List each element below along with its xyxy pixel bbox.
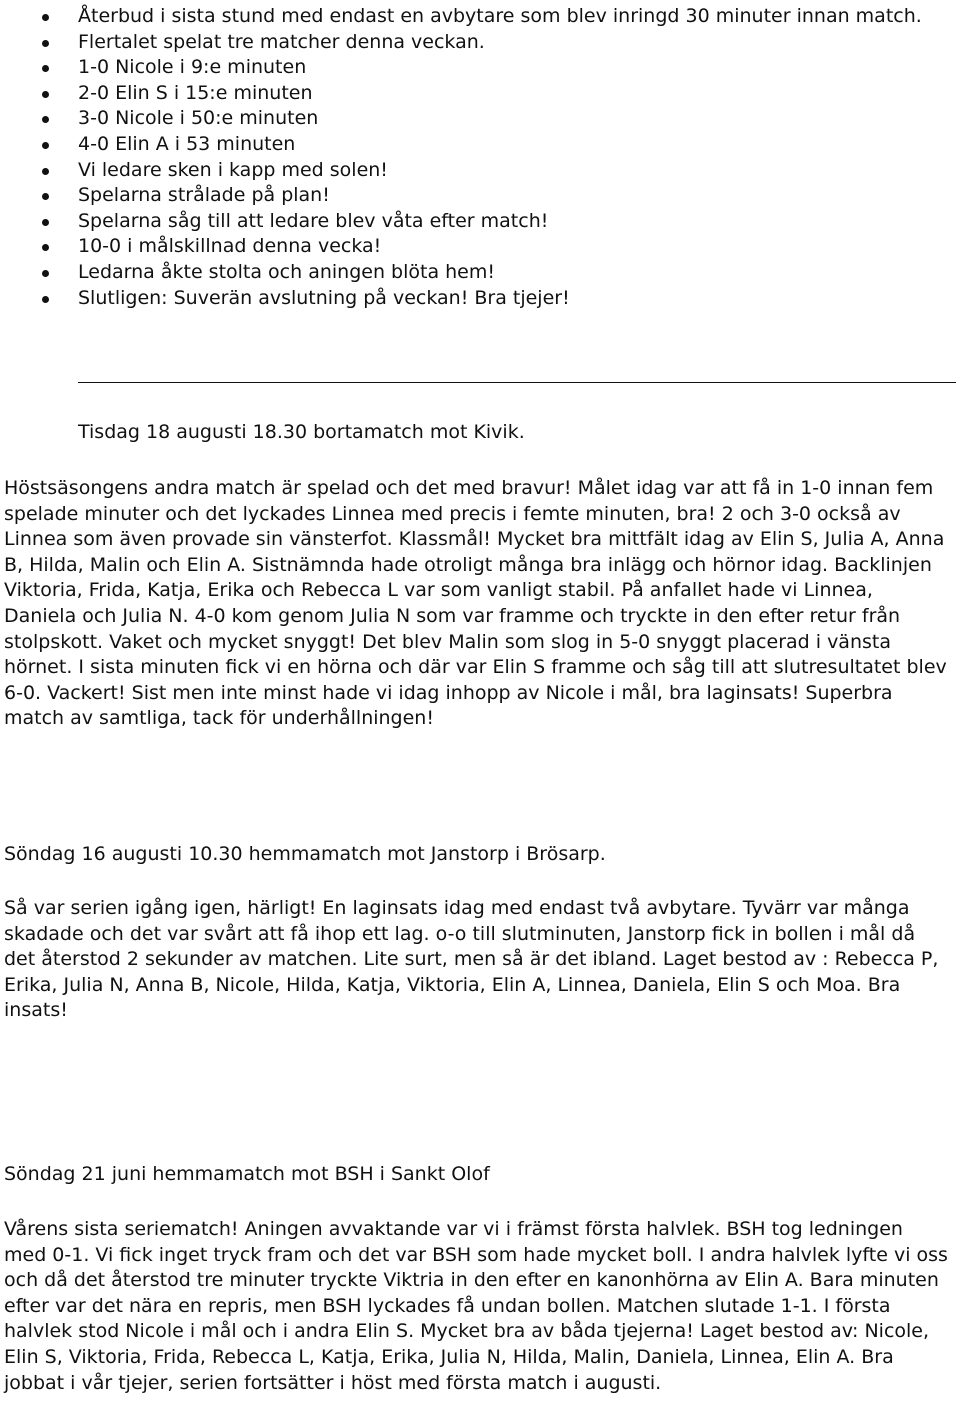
bullet-icon — [42, 142, 49, 149]
list-item-text: 2-0 Elin S i 15:e minuten — [78, 81, 313, 104]
list-item — [0, 81, 960, 107]
list-item — [0, 183, 960, 209]
bullet-icon — [42, 296, 49, 303]
bullet-icon — [42, 244, 49, 251]
match-heading-janstorp: Söndag 16 augusti 10.30 hemmamatch mot Janstorp i Brösarp. — [4, 843, 606, 865]
list-item — [0, 55, 960, 81]
bullet-icon — [42, 219, 49, 226]
list-item-text: 10-0 i målskillnad denna vecka! — [78, 235, 382, 258]
bullet-icon — [42, 14, 49, 21]
list-item — [0, 158, 960, 184]
list-item — [0, 132, 960, 158]
list-item-text: 3-0 Nicole i 50:e minuten — [78, 107, 319, 130]
bullet-icon — [42, 116, 49, 123]
bullet-icon — [42, 168, 49, 175]
list-item-text: 1-0 Nicole i 9:e minuten — [78, 56, 307, 79]
list-item-text: Återbud i sista stund med endast en avbytare som blev inringd 30 minuter innan match. — [78, 5, 922, 27]
list-item-text: Vi ledare sken i kapp med solen! — [78, 158, 388, 181]
bullet-icon — [42, 270, 49, 277]
list-item-text: 4-0 Elin A i 53 minuten — [78, 132, 296, 155]
list-item-text: Spelarna såg till att ledare blev våta efter match! — [78, 209, 549, 232]
match-notes-list — [0, 4, 960, 311]
bullet-icon — [42, 91, 49, 98]
match-report-bsh: Vårens sista seriematch! Aningen avvaktande var vi i främst första halvlek. BSH tog ledningen med 0-1. Vi fick inget tryck fram och det var BSH som hade mycket boll. I andra halvlek lyfte vi oss och då det återstod tre minuter tryckte Viktria in den efter en kanonhörna av Elin A. Bara minuten efter var det nära en repris, men BSH lyckades få undan bollen. Matchen slutade 1-1. I första halvlek stod Nicole i mål och i andra Elin S. Mycket bra av båda tjejerna! Laget bestod av: Nicole, Elin S, Viktoria, Frida, Rebecca L, Katja, Erika, Julia N, Hilda, Malin, Daniela, Linnea, Elin A. Bra jobbat i vår tjejer, serien fortsätter i höst med första match i augusti. — [4, 1218, 948, 1394]
match-report-kivik: Höstsäsongens andra match är spelad och det med bravur! Målet idag var att få in 1-0 innan fem spelade minuter och det lyckades Linnea med precis i femte minuten, bra! 2 och 3-0 också av Linnea som även provade sin vänsterfot. Klassmål! Mycket bra mittfält idag av Elin S, Julia A, Anna B, Hilda, Malin och Elin A. Sistnämnda hade otroligt många bra inlägg och hörnor idag. Backlinjen Viktoria, Frida, Katja, Erika och Rebecca L var som vanligt stabil. På anfallet hade vi Linnea, Daniela och Julia N. 4-0 kom genom Julia N som var framme och tryckte in den efter retur från stolpskott. Vaket och mycket snyggt! Det blev Malin som slog in 5-0 snyggt placerad i vänsta hörnet. I sista minuten fick vi en hörna och där var Elin S framme och såg till att slutresultatet blev 6-0. Vackert! Sist men inte minst hade vi idag inhopp av Nicole i mål, bra laginsats! Superbra match av samtliga, tack för underhållningen! — [4, 477, 947, 730]
match-report-janstorp: Så var serien igång igen, härligt! En laginsats idag med endast två avbytare. Tyvärr var många skadade och det var svårt att få ihop ett lag. o-o till slutminuten, Janstorp fick in bollen i mål då det återstod 2 sekunder av matchen. Lite surt, men så är det ibland. Laget bestod av : Rebecca P, Erika, Julia N, Anna B, Nicole, Hilda, Katja, Viktoria, Elin A, Linnea, Daniela, Elin S och Moa. Bra insats! — [4, 897, 939, 1022]
list-item-text: Flertalet spelat tre matcher denna veckan. — [78, 30, 485, 53]
bullet-icon — [42, 40, 49, 47]
bullet-icon — [42, 193, 49, 200]
list-item — [0, 260, 960, 286]
list-item-text: Ledarna åkte stolta och aningen blöta hem! — [78, 260, 495, 283]
section-divider — [78, 382, 956, 383]
list-item — [0, 234, 960, 260]
list-item — [0, 30, 960, 56]
list-item-text: Slutligen: Suverän avslutning på veckan! Bra tjejer! — [78, 286, 570, 309]
list-item — [0, 286, 960, 312]
list-item — [0, 106, 960, 132]
bullet-icon — [42, 65, 49, 72]
list-item-text: Spelarna strålade på plan! — [78, 184, 330, 207]
match-heading-bsh: Söndag 21 juni hemmamatch mot BSH i Sankt Olof — [4, 1163, 490, 1185]
list-item — [0, 209, 960, 235]
match-heading-kivik: Tisdag 18 augusti 18.30 bortamatch mot Kivik. — [78, 421, 525, 443]
list-item — [0, 4, 960, 30]
